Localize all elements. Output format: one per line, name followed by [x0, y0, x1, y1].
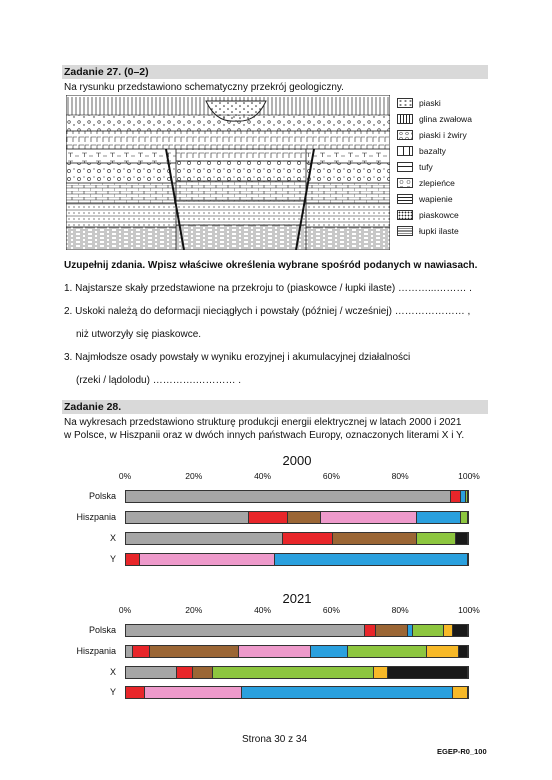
bar-segment-pink — [321, 512, 417, 523]
bar-segment-yellow — [444, 625, 453, 636]
x-tick-label: 80% — [391, 471, 409, 481]
task27-question-2-cont: niż utworzyły się piaskowce. — [76, 329, 202, 340]
bar-segment-brown — [288, 512, 320, 523]
shale-pattern-icon — [397, 226, 413, 236]
bar-segment-gray — [126, 491, 451, 502]
stacked-bar — [125, 666, 469, 679]
stacked-bar — [125, 645, 469, 658]
conglomerate-pattern-icon — [397, 178, 413, 188]
bar-segment-green — [461, 512, 468, 523]
bar-segment-green — [466, 491, 468, 502]
bar-segment-brown — [333, 533, 417, 544]
geological-cross-section — [66, 95, 390, 250]
stacked-bar — [125, 490, 469, 503]
glacial-clay-pattern-icon — [397, 114, 413, 124]
chart-title: 2000 — [282, 453, 312, 468]
bar-segment-pink — [140, 554, 275, 565]
bar-segment-black — [456, 533, 468, 544]
x-tick-label: 0% — [118, 605, 132, 615]
x-tick-label: 40% — [254, 471, 272, 481]
bar-segment-black — [453, 625, 468, 636]
category-label: Hiszpania — [76, 512, 116, 522]
category-label: Polska — [88, 491, 116, 501]
bar-segment-gray — [126, 646, 133, 657]
bar-segment-blue — [311, 646, 349, 657]
stacked-bar — [125, 553, 469, 566]
stacked-bar — [125, 511, 469, 524]
x-tick-label: 40% — [254, 605, 272, 615]
task27-question-3-cont: (rzeki / lądolodu) ………….………… . — [76, 375, 242, 386]
category-label: X — [109, 667, 116, 677]
bar-segment-brown — [376, 625, 408, 636]
bar-segment-yellow — [374, 667, 388, 678]
category-label: X — [109, 533, 116, 543]
stacked-bar — [125, 532, 469, 545]
bar-segment-black — [388, 667, 468, 678]
bar-segment-brown — [150, 646, 239, 657]
page-number: Strona 30 z 34 — [242, 734, 308, 745]
category-label: Y — [109, 687, 116, 697]
bar-segment-yellow — [453, 687, 468, 698]
bar-segment-pink — [145, 687, 242, 698]
bar-segment-black — [459, 646, 468, 657]
bar-segment-gray — [126, 533, 283, 544]
sand-gravel-pattern-icon — [397, 130, 413, 140]
sandstone-pattern-icon — [397, 210, 413, 220]
task28-intro-line-1: Na wykresach przedstawiono strukturę produkcji energii elektrycznej w latach 2000 i 2021 — [64, 417, 462, 428]
task27-instruction: Uzupełnij zdania. Wpisz właściwe określenia wybrane spośród podanych w nawiasach. — [64, 260, 478, 271]
category-label: Y — [109, 554, 116, 564]
x-tick-label: 100% — [458, 605, 480, 615]
chart-title: 2021 — [282, 591, 312, 606]
bar-segment-red — [126, 687, 145, 698]
x-tick-label: 100% — [458, 471, 480, 481]
x-tick-label: 80% — [391, 605, 409, 615]
bar-segment-red — [249, 512, 288, 523]
x-tick-label: 0% — [118, 471, 132, 481]
x-tick-label: 60% — [322, 471, 340, 481]
bar-segment-gray — [126, 512, 249, 523]
bar-segment-green — [417, 533, 456, 544]
bar-segment-red — [283, 533, 333, 544]
bar-segment-gray — [126, 667, 177, 678]
bar-segment-green — [413, 625, 444, 636]
task27-intro: Na rysunku przedstawiono schematyczny przekrój geologiczny. — [64, 82, 344, 93]
exam-code: EGEP-R0_100 — [437, 747, 487, 756]
task27-header: Zadanie 27. (0–2) — [62, 65, 488, 79]
category-label: Polska — [88, 625, 116, 635]
limestone-pattern-icon — [397, 194, 413, 204]
x-tick-label: 60% — [322, 605, 340, 615]
stacked-bar — [125, 624, 469, 637]
x-tick-label: 20% — [185, 605, 203, 615]
bar-segment-red — [177, 667, 192, 678]
task28-intro-line-2: w Polsce, w Hiszpanii oraz w dwóch innych państwach Europy, oznaczonych literami X i Y. — [64, 430, 465, 441]
task28-header: Zadanie 28. — [62, 400, 488, 414]
task27-question-2: 2. Uskoki należą do deformacji nieciągłych i powstały (później / wcześniej) ………………… , — [64, 306, 471, 317]
bar-segment-red — [451, 491, 461, 502]
category-label: Hiszpania — [76, 646, 116, 656]
bar-segment-blue — [242, 687, 452, 698]
bar-segment-red — [365, 625, 375, 636]
tuff-pattern-icon — [397, 162, 413, 172]
basalt-pattern-icon — [397, 146, 413, 156]
sand-pattern-icon — [397, 98, 413, 108]
bar-segment-red — [126, 554, 140, 565]
task27-question-3: 3. Najmłodsze osady powstały w wyniku erozyjnej i akumulacyjnej działalności — [64, 352, 411, 363]
bar-segment-yellow — [427, 646, 459, 657]
bar-segment-pink — [239, 646, 311, 657]
task27-question-1: 1. Najstarsze skały przedstawione na przekroju to (piaskowce / łupki ilaste) ………...……… . — [64, 283, 472, 294]
x-tick-label: 20% — [185, 471, 203, 481]
stacked-bar — [125, 686, 469, 699]
bar-segment-green — [213, 667, 374, 678]
bar-segment-gray — [126, 625, 365, 636]
bar-segment-green — [348, 646, 427, 657]
bar-segment-red — [133, 646, 150, 657]
bar-segment-brown — [193, 667, 214, 678]
bar-segment-blue — [417, 512, 461, 523]
bar-segment-blue — [275, 554, 468, 565]
